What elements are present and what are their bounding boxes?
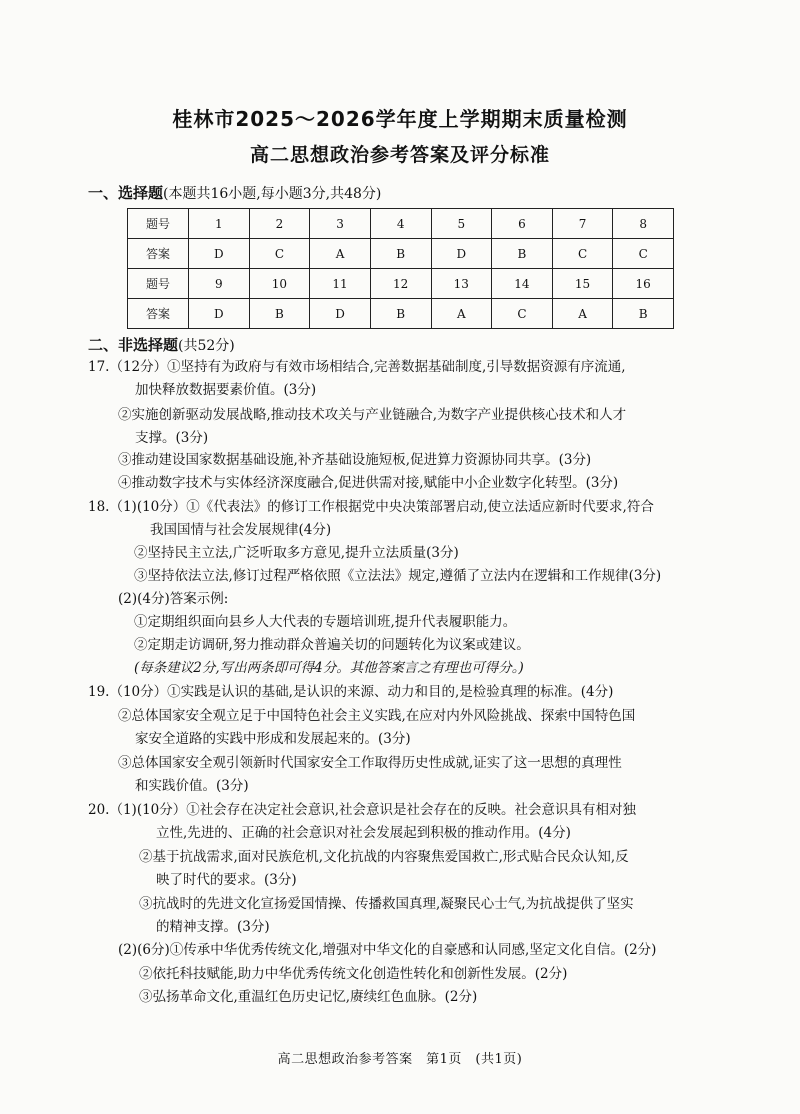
table-cell: 12 <box>370 269 431 299</box>
q17-line-6: ④推动数字技术与实体经济深度融合,促进供需对接,赋能中小企业数字化转型。(3分) <box>118 475 619 491</box>
q17-line-2: 加快释放数据要素价值。(3分) <box>135 382 317 398</box>
document-subtitle: 高二思想政治参考答案及评分标准 <box>249 144 550 166</box>
table-cell: 11 <box>310 269 371 299</box>
table-cell: C <box>492 299 553 329</box>
table-cell: B <box>370 239 431 269</box>
q19-line-2: ②总体国家安全观立足于中国特色社会主义实践,在应对内外风险挑战、探索中国特色国 <box>118 708 636 724</box>
table-cell: 13 <box>431 269 492 299</box>
section-1-heading <box>88 182 381 203</box>
table-cell: 3 <box>310 209 371 239</box>
table-cell: 5 <box>431 209 492 239</box>
page-footer: 高二思想政治参考答案 第1页 (共1页) <box>277 1052 523 1067</box>
table-cell: A <box>552 299 613 329</box>
q20-line-2: 立性,先进的、正确的社会意识对社会发展起到积极的推动作用。(4分) <box>156 825 571 841</box>
section-2-label: 二、非选择题 <box>88 336 179 354</box>
section-2-note: (共52分) <box>178 338 235 354</box>
q19-line-4: ③总体国家安全观引领新时代国家安全工作取得历史性成就,证实了这一思想的真理性 <box>118 755 622 771</box>
table-cell: B <box>492 239 553 269</box>
table-cell: 6 <box>492 209 553 239</box>
table-row <box>128 239 674 269</box>
q18-line-5: (2)(4分)答案示例: <box>118 591 229 607</box>
q19-line-3: 家安全道路的实践中形成和发展起来的。(3分) <box>135 731 411 747</box>
row-label: 题号 <box>128 209 189 239</box>
q20-line-8: ②依托科技赋能,助力中华优秀传统文化创造性转化和创新性发展。(2分) <box>139 966 568 982</box>
table-cell: D <box>189 239 250 269</box>
section-1-label: 一、选择题 <box>88 184 164 202</box>
table-row <box>128 299 674 329</box>
row-label: 答案 <box>128 239 189 269</box>
row-label: 答案 <box>128 299 189 329</box>
table-cell: A <box>431 299 492 329</box>
q18-line-4: ③坚持依法立法,修订过程严格依照《立法法》规定,遵循了立法内在逻辑和工作规律(3分) <box>134 568 662 584</box>
table-cell: C <box>552 239 613 269</box>
section-2-heading <box>88 334 235 355</box>
table-cell: 14 <box>492 269 553 299</box>
q17-line-4: 支撑。(3分) <box>135 430 209 446</box>
answer-table <box>127 208 674 329</box>
table-cell: 10 <box>249 269 310 299</box>
q20-line-3: ②基于抗战需求,面对民族危机,文化抗战的内容聚焦爱国救亡,形式贴合民众认知,反 <box>139 849 629 865</box>
table-cell: 16 <box>613 269 674 299</box>
q17-line-3: ②实施创新驱动发展战略,推动技术攻关与产业链融合,为数字产业提供核心技术和人才 <box>118 407 627 423</box>
table-cell: D <box>431 239 492 269</box>
q20-line-5: ③抗战时的先进文化宣扬爱国情操、传播救国真理,凝聚民心士气,为抗战提供了坚实 <box>139 896 634 912</box>
table-cell: B <box>370 299 431 329</box>
q20-line-7: (2)(6分)①传承中华优秀传统文化,增强对中华文化的自豪感和认同感,坚定文化自信。(2分) <box>118 942 657 958</box>
table-cell: 1 <box>189 209 250 239</box>
table-cell: C <box>249 239 310 269</box>
q17-line-1: 17.（12分）①坚持有为政府与有效市场相结合,完善数据基础制度,引导数据资源有序流通, <box>88 359 626 375</box>
q20-line-6: 的精神支撑。(3分) <box>156 919 270 935</box>
table-cell: 4 <box>370 209 431 239</box>
q18-line-1: 18.（1)(10分）①《代表法》的修订工作根据党中央决策部署启动,使立法适应新时代要求,符合 <box>88 499 654 515</box>
section-1-note: (本题共16小题,每小题3分,共48分) <box>163 186 382 202</box>
table-cell: 2 <box>249 209 310 239</box>
table-cell: C <box>613 239 674 269</box>
document-title: 桂林市2025～2026学年度上学期期末质量检测 <box>172 107 628 131</box>
table-cell: B <box>613 299 674 329</box>
table-row <box>128 269 674 299</box>
table-cell: 9 <box>189 269 250 299</box>
table-cell: D <box>310 299 371 329</box>
table-cell: 7 <box>552 209 613 239</box>
table-cell: 8 <box>613 209 674 239</box>
table-cell: A <box>310 239 371 269</box>
table-cell: 15 <box>552 269 613 299</box>
q18-line-2: 我国国情与社会发展规律(4分) <box>150 522 332 538</box>
q20-line-1: 20.（1)(10分）①社会存在决定社会意识,社会意识是社会存在的反映。社会意识具有相对独 <box>88 802 637 818</box>
table-row <box>128 209 674 239</box>
q18-line-3: ②坚持民主立法,广泛听取多方意见,提升立法质量(3分) <box>134 545 459 561</box>
table-cell: B <box>249 299 310 329</box>
q19-line-5: 和实践价值。(3分) <box>135 778 249 794</box>
q17-line-5: ③推动建设国家数据基础设施,补齐基础设施短板,促进算力资源协同共享。(3分) <box>118 452 592 468</box>
table-cell: D <box>189 299 250 329</box>
row-label: 题号 <box>128 269 189 299</box>
q20-line-9: ③弘扬革命文化,重温红色历史记忆,赓续红色血脉。(2分) <box>139 989 478 1005</box>
q18-line-8: (每条建议2分,写出两条即可得4分。其他答案言之有理也可得分。) <box>134 660 524 676</box>
q18-line-7: ②定期走访调研,努力推动群众普遍关切的问题转化为议案或建议。 <box>134 637 530 653</box>
q20-line-4: 映了时代的要求。(3分) <box>156 872 297 888</box>
q19-line-1: 19.（10分）①实践是认识的基础,是认识的来源、动力和目的,是检验真理的标准。(4分) <box>88 684 614 700</box>
q18-line-6: ①定期组织面向县乡人大代表的专题培训班,提升代表履职能力。 <box>134 614 517 630</box>
